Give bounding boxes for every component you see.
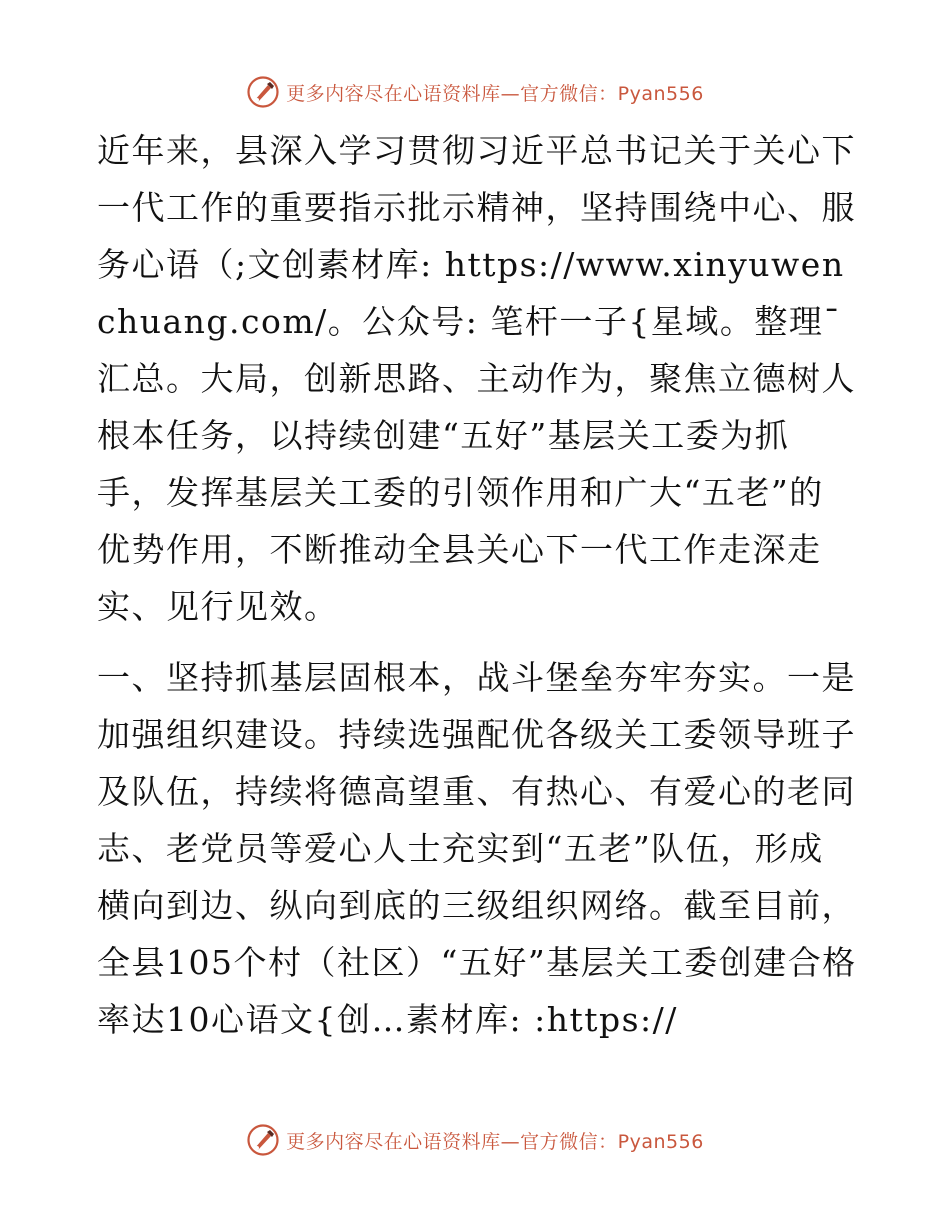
intro-paragraph: 近年来，县深入学习贯彻习近平总书记关于关心下一代工作的重要指示批示精神，坚持围绕中心、服务心语（;文创素材库: https://www.xinyuwenchuang.com/。公众号: 笔杆一子{星域。整理¯汇总。大局，创新思路、主动作为，聚焦立德树人根本任务，以持续创建“五好”基层关工委为抓手，发挥基层关工委的引领作用和广大“五老”的优势作用，不断推动全县关心下一代工作走深走实、见行见效。 (97, 131, 856, 626)
document-body (97, 122, 857, 1048)
header-watermark (0, 72, 950, 112)
footer-watermark (0, 1120, 950, 1160)
watermark-text: 更多内容尽在心语资料库—官方微信：Pyan556 (286, 1130, 704, 1153)
section-one-paragraph: 一、坚持抓基层固根本，战斗堡垒夯牢夯实。一是加强组织建设。持续选强配优各级关工委领导班子及队伍，持续将德高望重、有热心、有爱心的老同志、老党员等爱心人士充实到“五老”队伍，形成横向到边、纵向到底的三级组织网络。截至目前，全县105个村（社区）“五好”基层关工委创建合格率达10心语文{创…素材库: :https:// (97, 658, 857, 1039)
pen-logo-icon (246, 75, 280, 109)
watermark-text: 更多内容尽在心语资料库—官方微信：Pyan556 (286, 82, 704, 105)
pen-logo-icon (246, 1123, 280, 1157)
